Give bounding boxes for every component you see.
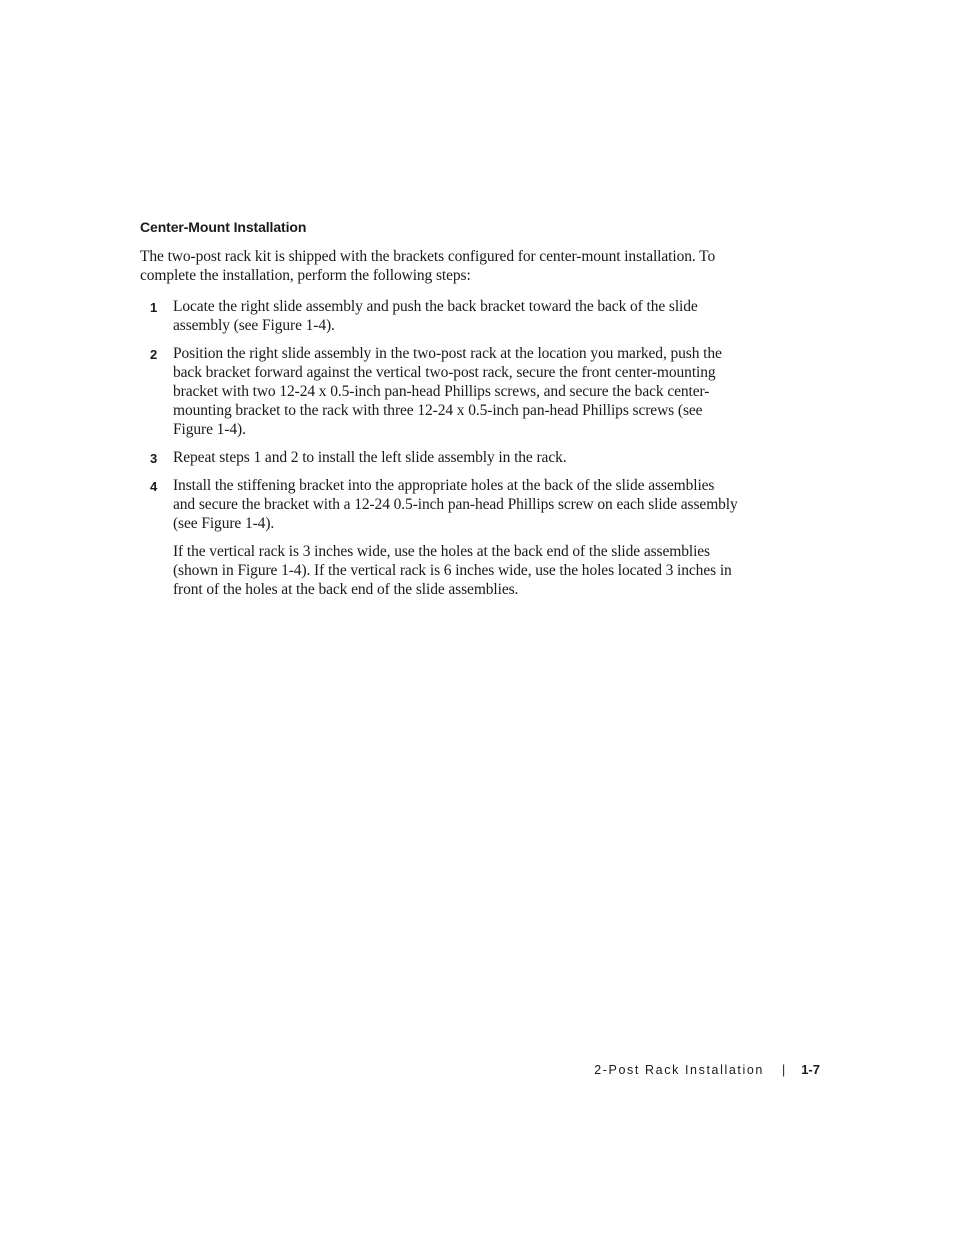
step-text: Position the right slide assembly in the two-post rack at the location you marked, push the back bracket forward against the vertical two-post rack, secure the front center-mounting bracket with two 12-24 x 0.5-inch pan-head Phillips screws, and secure the back center-mounting bracket to the rack with three 12-24 x 0.5-inch pan-head Phillips screws (see Figure 1-4). — [173, 345, 722, 438]
step-item-4 — [140, 476, 740, 599]
footer-title: 2-Post Rack Installation — [594, 1063, 764, 1077]
step-text: Locate the right slide assembly and push the back bracket toward the back of the slide assembly (see Figure 1-4). — [173, 298, 698, 334]
step-number: 2 — [150, 347, 158, 362]
step-text: Repeat steps 1 and 2 to install the left slide assembly in the rack. — [173, 449, 567, 466]
step-note: If the vertical rack is 3 inches wide, use the holes at the back end of the slide assemblies (shown in Figure 1-4). If the vertical rack is 6 inches wide, use the holes located 3 inches in front of the holes at the back end of the slide assemblies. — [173, 543, 732, 598]
step-item-2 — [140, 344, 740, 439]
section-heading: Center-Mount Installation — [140, 219, 307, 235]
page-number: 1-7 — [801, 1062, 820, 1077]
step-item-1 — [140, 297, 740, 335]
intro-paragraph: The two-post rack kit is shipped with the brackets configured for center-mount installation. To complete the installation, perform the following steps: — [140, 248, 716, 284]
footer-separator: | — [781, 1063, 786, 1077]
step-number: 1 — [150, 300, 158, 315]
step-item-3 — [140, 448, 740, 467]
step-text: Install the stiffening bracket into the appropriate holes at the back of the slide assemblies and secure the bracket with a 12-24 0.5-inch pan-head Phillips screw on each slide assembly (see Figure 1-4). — [173, 477, 738, 532]
page-footer — [594, 1062, 820, 1077]
step-number: 3 — [150, 451, 158, 466]
steps-list — [140, 297, 740, 608]
step-number: 4 — [150, 479, 158, 494]
